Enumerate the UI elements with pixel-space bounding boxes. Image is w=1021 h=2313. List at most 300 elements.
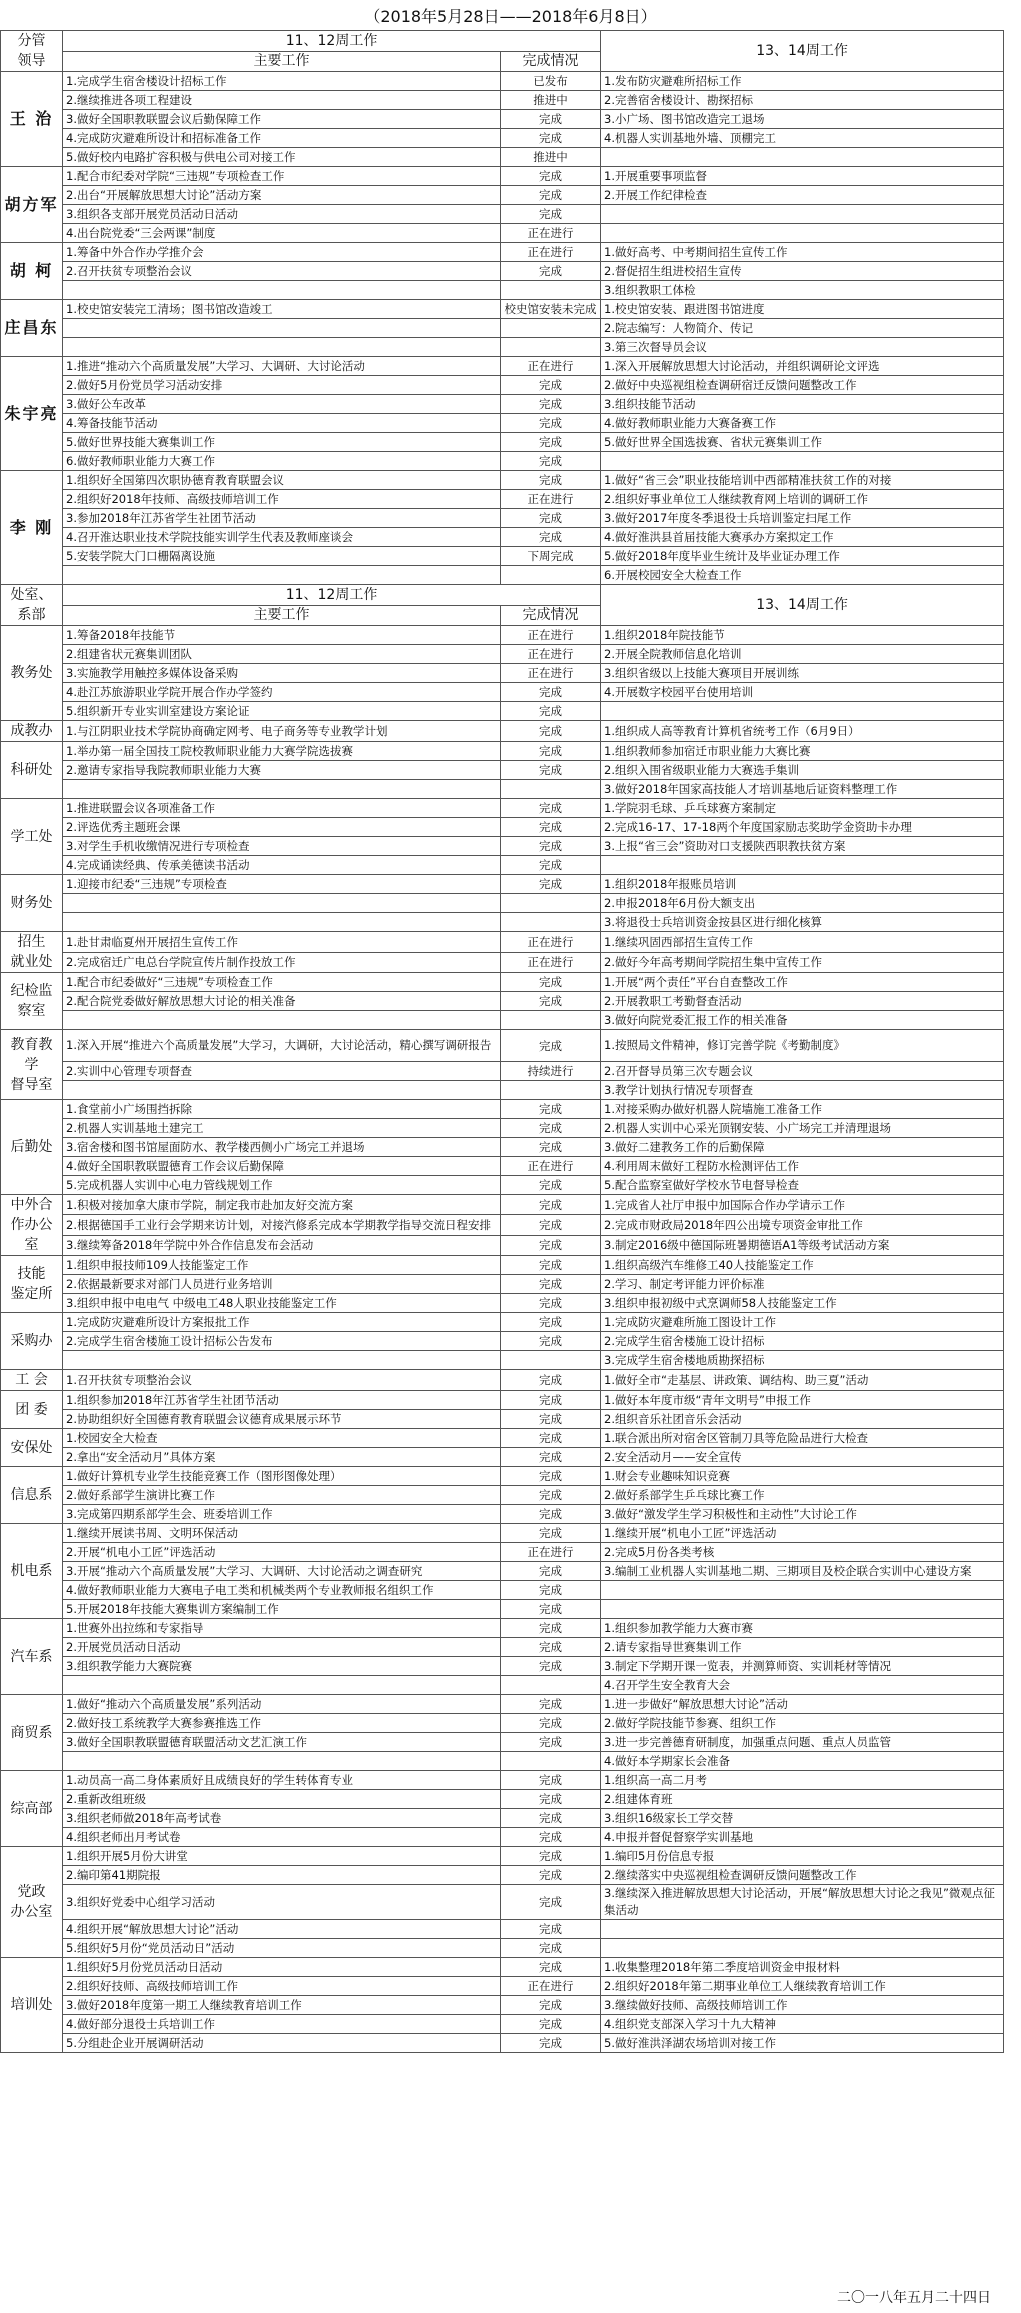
current-work-cell: 2.根据德国手工业行会学期来访计划，对接汽修系完成本学期教学指导交流日程安排 xyxy=(63,1215,501,1235)
next-work-cell xyxy=(601,452,1004,471)
status-cell: 完成 xyxy=(501,1176,601,1195)
current-work-cell xyxy=(63,894,501,913)
current-work-cell: 2.做好5月份党员学习活动安排 xyxy=(63,376,501,395)
status-cell: 完成 xyxy=(501,1524,601,1543)
current-work-cell xyxy=(63,1752,501,1771)
status-cell: 完成 xyxy=(501,1562,601,1581)
status-cell: 完成 xyxy=(501,1030,601,1062)
status-cell: 完成 xyxy=(501,992,601,1011)
table-row xyxy=(1,664,1004,683)
current-work-cell: 1.校史馆安装完工清场；图书馆改造竣工 xyxy=(63,300,501,319)
next-work-cell: 3.组织16级家长工学交替 xyxy=(601,1809,1004,1828)
group-name: 财务处 xyxy=(1,875,63,932)
next-work-cell: 1.组织高级汽车维修工40人技能鉴定工作 xyxy=(601,1256,1004,1275)
current-work-cell: 2.组织好技师、高级技师培训工作 xyxy=(63,1977,501,1996)
next-work-cell xyxy=(601,224,1004,243)
current-work-cell: 2.依据最新要求对部门人员进行业务培训 xyxy=(63,1275,501,1294)
current-work-cell xyxy=(63,1351,501,1370)
table-row xyxy=(1,818,1004,837)
status-cell: 正在进行 xyxy=(501,664,601,683)
next-work-cell: 3.做好向院党委汇报工作的相关准备 xyxy=(601,1011,1004,1030)
next-work-cell: 6.开展校园安全大检查工作 xyxy=(601,566,1004,585)
footer-date: 二〇一八年五月二十四日 xyxy=(837,2290,991,2306)
table-row xyxy=(1,645,1004,664)
table-row xyxy=(1,1958,1004,1977)
next-work-cell: 2.组建体育班 xyxy=(601,1790,1004,1809)
group-name: 机电系 xyxy=(1,1524,63,1619)
group-name: 教务处 xyxy=(1,626,63,721)
current-work-cell: 5.完成机器人实训中心电力管线规划工作 xyxy=(63,1176,501,1195)
table-row xyxy=(1,148,1004,167)
next-work-cell xyxy=(601,1920,1004,1939)
status-cell: 完成 xyxy=(501,1920,601,1939)
next-work-cell: 2.完善宿舍楼设计、勘探招标 xyxy=(601,91,1004,110)
table-row xyxy=(1,1524,1004,1543)
current-work-cell: 6.做好教师职业能力大赛工作 xyxy=(63,452,501,471)
table-row xyxy=(1,992,1004,1011)
status-cell: 完成 xyxy=(501,1733,601,1752)
status-cell xyxy=(501,894,601,913)
next-work-cell: 3.组织申报初级中式烹调师58人技能鉴定工作 xyxy=(601,1294,1004,1313)
status-cell: 完成 xyxy=(501,262,601,281)
status-cell: 完成 xyxy=(501,452,601,471)
status-cell: 完成 xyxy=(501,1256,601,1275)
current-work-cell xyxy=(63,566,501,585)
status-cell: 持续进行 xyxy=(501,1062,601,1081)
status-cell: 完成 xyxy=(501,509,601,528)
table-row xyxy=(1,1920,1004,1939)
table-row xyxy=(1,1195,1004,1215)
section-header-row xyxy=(1,585,1004,606)
group-name: 党政 办公室 xyxy=(1,1847,63,1958)
table-row xyxy=(1,1100,1004,1119)
table-row xyxy=(1,1771,1004,1790)
status-cell: 完成 xyxy=(501,1486,601,1505)
status-cell: 完成 xyxy=(501,1939,601,1958)
status-cell: 完成 xyxy=(501,1695,601,1714)
next-work-cell: 1.完成防灾避难所施工图设计工作 xyxy=(601,1313,1004,1332)
next-work-cell: 1.联合派出所对宿舍区管制刀具等危险品进行大检查 xyxy=(601,1429,1004,1448)
status-cell: 完成 xyxy=(501,875,601,894)
table-row xyxy=(1,1486,1004,1505)
next-work-cell: 3.继续深入推进解放思想大讨论活动，开展“解放思想大讨论之我见”微观点征集活动 xyxy=(601,1885,1004,1920)
status-cell: 正在进行 xyxy=(501,1543,601,1562)
group-name: 工 会 xyxy=(1,1370,63,1391)
table-row xyxy=(1,395,1004,414)
status-cell xyxy=(501,281,601,300)
next-work-cell: 1.校史馆安装、跟进图书馆进度 xyxy=(601,300,1004,319)
table-row xyxy=(1,1062,1004,1081)
next-work-cell: 1.继续开展“机电小工匠”评选活动 xyxy=(601,1524,1004,1543)
table-row xyxy=(1,300,1004,319)
table-row xyxy=(1,414,1004,433)
status-cell: 完成 xyxy=(501,110,601,129)
table-row xyxy=(1,1847,1004,1866)
table-row xyxy=(1,1275,1004,1294)
next-work-cell: 1.深入开展解放思想大讨论活动，并组织调研论文评选 xyxy=(601,357,1004,376)
table-row xyxy=(1,1256,1004,1275)
table-row xyxy=(1,72,1004,91)
table-row xyxy=(1,566,1004,585)
current-work-cell: 1.校园安全大检查 xyxy=(63,1429,501,1448)
status-cell: 推进中 xyxy=(501,91,601,110)
next-work-cell: 1.组织成人高等教育计算机省统考工作（6月9日） xyxy=(601,721,1004,742)
status-cell xyxy=(501,338,601,357)
group-name: 王 治 xyxy=(1,72,63,167)
table-row xyxy=(1,1809,1004,1828)
current-work-cell: 4.出台院党委“三会两课”制度 xyxy=(63,224,501,243)
current-work-cell: 2.出台“开展解放思想大讨论”活动方案 xyxy=(63,186,501,205)
next-work-cell: 1.组织2018年报账员培训 xyxy=(601,875,1004,894)
table-row xyxy=(1,799,1004,818)
table-row xyxy=(1,452,1004,471)
group-name: 信息系 xyxy=(1,1467,63,1524)
status-cell: 完成 xyxy=(501,129,601,148)
status-cell: 完成 xyxy=(501,433,601,452)
current-work-cell: 4.做好全国职教联盟德育工作会议后勤保障 xyxy=(63,1157,501,1176)
status-cell: 完成 xyxy=(501,1100,601,1119)
current-work-cell: 1.举办第一届全国技工院校教师职业能力大赛学院选拔赛 xyxy=(63,742,501,761)
next-work-cell: 2.开展工作纪律检查 xyxy=(601,186,1004,205)
status-cell: 完成 xyxy=(501,1195,601,1215)
status-cell: 完成 xyxy=(501,1771,601,1790)
table-row xyxy=(1,243,1004,262)
table-row xyxy=(1,1505,1004,1524)
next-work-cell: 2.开展教职工考勤督查活动 xyxy=(601,992,1004,1011)
next-work-cell: 2.完成16-17、17-18两个年度国家励志奖助学金资助卡办理 xyxy=(601,818,1004,837)
group-name: 培训处 xyxy=(1,1958,63,2053)
status-cell: 正在进行 xyxy=(501,932,601,953)
status-cell: 完成 xyxy=(501,2015,601,2034)
status-cell: 完成 xyxy=(501,702,601,721)
status-cell xyxy=(501,1752,601,1771)
table-row xyxy=(1,1391,1004,1410)
next-work-cell: 1.学院羽毛球、乒乓球赛方案制定 xyxy=(601,799,1004,818)
status-cell: 完成 xyxy=(501,1313,601,1332)
status-cell: 正在进行 xyxy=(501,490,601,509)
group-name: 科研处 xyxy=(1,742,63,799)
next-work-cell xyxy=(601,702,1004,721)
next-work-cell xyxy=(601,1600,1004,1619)
table-row xyxy=(1,1714,1004,1733)
next-work-cell: 2.继续落实中央巡视组检查调研反馈问题整改工作 xyxy=(601,1866,1004,1885)
next-work-cell: 3.做好2018年国家高技能人才培训基地后证资料整理工作 xyxy=(601,780,1004,799)
current-work-cell: 1.组织好全国第四次职协德育教育联盟会议 xyxy=(63,471,501,490)
current-work-cell: 1.组织好5月份党员活动日活动 xyxy=(63,1958,501,1977)
next-work-cell: 2.做好学院技能节参赛、组织工作 xyxy=(601,1714,1004,1733)
table-row xyxy=(1,338,1004,357)
status-cell xyxy=(501,1011,601,1030)
current-work-cell xyxy=(63,338,501,357)
next-work-cell: 4.开展数字校园平台使用培训 xyxy=(601,683,1004,702)
next-work-cell: 1.进一步做好“解放思想大讨论”活动 xyxy=(601,1695,1004,1714)
next-work-cell: 3.将退役士兵培训资金按县区进行细化核算 xyxy=(601,913,1004,932)
header-status: 完成情况 xyxy=(501,605,601,626)
next-work-cell: 3.完成学生宿舍楼地质勘探招标 xyxy=(601,1351,1004,1370)
status-cell: 完成 xyxy=(501,1790,601,1809)
status-cell: 完成 xyxy=(501,1657,601,1676)
status-cell: 正在进行 xyxy=(501,1157,601,1176)
next-work-cell: 1.组织高一高二月考 xyxy=(601,1771,1004,1790)
current-work-cell xyxy=(63,780,501,799)
current-work-cell xyxy=(63,913,501,932)
next-work-cell: 3.继续做好技师、高级技师培训工作 xyxy=(601,1996,1004,2015)
current-work-cell: 2.评选优秀主题班会课 xyxy=(63,818,501,837)
current-work-cell: 3.实施教学用触控多媒体设备采购 xyxy=(63,664,501,683)
status-cell: 已发布 xyxy=(501,72,601,91)
current-work-cell: 3.完成第四期系部学生会、班委培训工作 xyxy=(63,1505,501,1524)
status-cell: 完成 xyxy=(501,856,601,875)
table-row xyxy=(1,721,1004,742)
next-work-cell: 1.编印5月份信息专报 xyxy=(601,1847,1004,1866)
status-cell: 完成 xyxy=(501,1996,601,2015)
current-work-cell: 3.继续筹备2018年学院中外合作信息发布会活动 xyxy=(63,1235,501,1255)
table-row xyxy=(1,1619,1004,1638)
current-work-cell: 1.组织申报技师109人技能鉴定工作 xyxy=(63,1256,501,1275)
table-row xyxy=(1,1977,1004,1996)
current-work-cell: 4.筹备技能节活动 xyxy=(63,414,501,433)
current-work-cell: 4.完成诵读经典、传承美德读书活动 xyxy=(63,856,501,875)
current-work-cell: 2.完成宿迁广电总台学院宣传片制作投放工作 xyxy=(63,952,501,973)
next-work-cell xyxy=(601,1581,1004,1600)
current-work-cell: 3.对学生手机收缴情况进行专项检查 xyxy=(63,837,501,856)
status-cell: 完成 xyxy=(501,1809,601,1828)
group-name: 学工处 xyxy=(1,799,63,875)
header-period-current: 11、12周工作 xyxy=(63,31,601,52)
next-work-cell: 4.利用周末做好工程防水检测评估工作 xyxy=(601,1157,1004,1176)
table-row xyxy=(1,376,1004,395)
current-work-cell xyxy=(63,1011,501,1030)
table-row xyxy=(1,1011,1004,1030)
table-row xyxy=(1,1294,1004,1313)
next-work-cell: 3.组织教职工体检 xyxy=(601,281,1004,300)
next-work-cell xyxy=(601,205,1004,224)
next-work-cell: 3.教学计划执行情况专项督查 xyxy=(601,1081,1004,1100)
current-work-cell: 3.组织各支部开展党员活动日活动 xyxy=(63,205,501,224)
next-work-cell: 1.继续巩固西部招生宣传工作 xyxy=(601,932,1004,953)
table-row xyxy=(1,952,1004,973)
next-work-cell: 2.督促招生组进校招生宣传 xyxy=(601,262,1004,281)
table-row xyxy=(1,2034,1004,2053)
next-work-cell: 2.请专家指导世赛集训工作 xyxy=(601,1638,1004,1657)
current-work-cell: 2.做好系部学生演讲比赛工作 xyxy=(63,1486,501,1505)
table-row xyxy=(1,1235,1004,1255)
status-cell: 完成 xyxy=(501,528,601,547)
table-row xyxy=(1,1215,1004,1235)
status-cell: 完成 xyxy=(501,1138,601,1157)
table-row xyxy=(1,1429,1004,1448)
table-row xyxy=(1,1351,1004,1370)
next-work-cell: 4.机器人实训基地外墙、顶棚完工 xyxy=(601,129,1004,148)
next-work-cell: 1.组织参加教学能力大赛市赛 xyxy=(601,1619,1004,1638)
status-cell: 完成 xyxy=(501,1958,601,1977)
header-col1-label: 分管 领导 xyxy=(1,31,63,72)
group-name: 李 刚 xyxy=(1,471,63,585)
group-name: 后勤处 xyxy=(1,1100,63,1195)
status-cell: 完成 xyxy=(501,414,601,433)
header-col1-label: 处室、 系部 xyxy=(1,585,63,626)
group-name: 安保处 xyxy=(1,1429,63,1467)
next-work-cell: 5.做好2018年度毕业生统计及毕业证办理工作 xyxy=(601,547,1004,566)
status-cell: 完成 xyxy=(501,205,601,224)
current-work-cell: 5.开展2018年技能大赛集训方案编制工作 xyxy=(63,1600,501,1619)
table-row xyxy=(1,1562,1004,1581)
current-work-cell xyxy=(63,281,501,300)
status-cell: 完成 xyxy=(501,167,601,186)
next-work-cell: 2.院志编写：人物简介、传记 xyxy=(601,319,1004,338)
status-cell: 正在进行 xyxy=(501,357,601,376)
table-row xyxy=(1,1467,1004,1486)
current-work-cell: 4.完成防灾避难所设计和招标准备工作 xyxy=(63,129,501,148)
next-work-cell: 1.组织教师参加宿迁市职业能力大赛比赛 xyxy=(601,742,1004,761)
table-row xyxy=(1,433,1004,452)
current-work-cell: 1.推进联盟会议各项准备工作 xyxy=(63,799,501,818)
current-work-cell: 3.参加2018年江苏省学生社团节活动 xyxy=(63,509,501,528)
next-work-cell: 3.上报“省三会”资助对口支援陕西职教扶贫方案 xyxy=(601,837,1004,856)
next-work-cell: 4.做好淮洪县首届技能大赛承办方案拟定工作 xyxy=(601,528,1004,547)
section-header-row xyxy=(1,31,1004,52)
current-work-cell: 5.分组赴企业开展调研活动 xyxy=(63,2034,501,2053)
next-work-cell: 3.做好“激发学生学习积极性和主动性”大讨论工作 xyxy=(601,1505,1004,1524)
current-work-cell: 3.组织好党委中心组学习活动 xyxy=(63,1885,501,1920)
next-work-cell: 1.做好全市“走基层、讲政策、调结构、助三夏”活动 xyxy=(601,1370,1004,1391)
table-row xyxy=(1,1885,1004,1920)
next-work-cell: 2.做好中央巡视组检查调研宿迁反馈问题整改工作 xyxy=(601,376,1004,395)
current-work-cell: 3.做好全国职教联盟会议后勤保障工作 xyxy=(63,110,501,129)
table-row xyxy=(1,1313,1004,1332)
status-cell: 完成 xyxy=(501,1391,601,1410)
current-work-cell: 2.重新改组班级 xyxy=(63,1790,501,1809)
schedule-table xyxy=(0,30,1004,2053)
table-row xyxy=(1,1543,1004,1562)
next-work-cell: 1.收集整理2018年第二季度培训资金申报材料 xyxy=(601,1958,1004,1977)
table-row xyxy=(1,973,1004,992)
next-work-cell: 3.组织技能节活动 xyxy=(601,395,1004,414)
next-work-cell: 1.组织2018年院技能节 xyxy=(601,626,1004,645)
next-work-cell: 2.安全活动月——安全宣传 xyxy=(601,1448,1004,1467)
current-work-cell: 4.做好部分退役士兵培训工作 xyxy=(63,2015,501,2034)
status-cell xyxy=(501,1351,601,1370)
current-work-cell: 4.组织老师出月考试卷 xyxy=(63,1828,501,1847)
current-work-cell: 1.与江阴职业技术学院协商确定网考、电子商务等专业教学计划 xyxy=(63,721,501,742)
table-row xyxy=(1,1119,1004,1138)
table-row xyxy=(1,224,1004,243)
status-cell: 完成 xyxy=(501,1410,601,1429)
table-row xyxy=(1,1790,1004,1809)
table-row xyxy=(1,683,1004,702)
status-cell: 完成 xyxy=(501,1885,601,1920)
next-work-cell: 5.做好世界全国选拔赛、省状元赛集训工作 xyxy=(601,433,1004,452)
current-work-cell: 3.开展“推动六个高质量发展”大学习、大调研、大讨论活动之调查研究 xyxy=(63,1562,501,1581)
next-work-cell: 2.申报2018年6月份大额支出 xyxy=(601,894,1004,913)
current-work-cell: 1.深入开展“推进六个高质量发展”大学习，大调研，大讨论活动，精心撰写调研报告 xyxy=(63,1030,501,1062)
table-row xyxy=(1,761,1004,780)
next-work-cell: 3.第三次督导员会议 xyxy=(601,338,1004,357)
table-row xyxy=(1,186,1004,205)
table-row xyxy=(1,167,1004,186)
table-row xyxy=(1,509,1004,528)
status-cell: 完成 xyxy=(501,1119,601,1138)
current-work-cell: 3.做好2018年度第一期工人继续教育培训工作 xyxy=(63,1996,501,2015)
table-row xyxy=(1,913,1004,932)
table-row xyxy=(1,1695,1004,1714)
table-row xyxy=(1,1676,1004,1695)
next-work-cell: 3.编制工业机器人实训基地二期、三期项目及校企联合实训中心建设方案 xyxy=(601,1562,1004,1581)
next-work-cell: 2.机器人实训中心采光顶钢安装、小广场完工并清理退场 xyxy=(601,1119,1004,1138)
table-row xyxy=(1,1996,1004,2015)
current-work-cell: 3.做好公车改革 xyxy=(63,395,501,414)
current-work-cell: 1.组织参加2018年江苏省学生社团节活动 xyxy=(63,1391,501,1410)
status-cell xyxy=(501,780,601,799)
header-main-work: 主要工作 xyxy=(63,51,501,72)
status-cell: 完成 xyxy=(501,376,601,395)
table-row xyxy=(1,281,1004,300)
group-name: 招生 就业处 xyxy=(1,932,63,973)
status-cell: 完成 xyxy=(501,1638,601,1657)
group-name: 商贸系 xyxy=(1,1695,63,1771)
group-name: 采购办 xyxy=(1,1313,63,1370)
next-work-cell: 3.做好二建教务工作的后勤保障 xyxy=(601,1138,1004,1157)
next-work-cell: 2.开展全院教师信息化培训 xyxy=(601,645,1004,664)
status-cell: 完成 xyxy=(501,2034,601,2053)
table-row xyxy=(1,319,1004,338)
header-status: 完成情况 xyxy=(501,51,601,72)
next-work-cell xyxy=(601,856,1004,875)
status-cell: 完成 xyxy=(501,1600,601,1619)
next-work-cell: 1.开展“两个责任”平台自查整改工作 xyxy=(601,973,1004,992)
next-work-cell: 3.组织省级以上技能大赛项目开展训练 xyxy=(601,664,1004,683)
current-work-cell: 1.赴甘肃临夏州开展招生宣传工作 xyxy=(63,932,501,953)
next-work-cell: 1.完成省人社厅申报中加国际合作办学请示工作 xyxy=(601,1195,1004,1215)
status-cell: 完成 xyxy=(501,1714,601,1733)
group-name: 技能 鉴定所 xyxy=(1,1256,63,1313)
status-cell xyxy=(501,913,601,932)
current-work-cell: 1.迎接市纪委“三违规”专项检查 xyxy=(63,875,501,894)
next-work-cell xyxy=(601,148,1004,167)
next-work-cell: 2.做好系部学生乒乓球比赛工作 xyxy=(601,1486,1004,1505)
status-cell: 完成 xyxy=(501,761,601,780)
current-work-cell: 2.组建省状元赛集训团队 xyxy=(63,645,501,664)
table-row xyxy=(1,1370,1004,1391)
next-work-cell: 4.做好本学期家长会准备 xyxy=(601,1752,1004,1771)
current-work-cell: 1.积极对接加拿大康市学院，制定我市赴加友好交流方案 xyxy=(63,1195,501,1215)
table-row xyxy=(1,875,1004,894)
next-work-cell: 1.发布防灾避难所招标工作 xyxy=(601,72,1004,91)
next-work-cell: 4.组织党支部深入学习十九大精神 xyxy=(601,2015,1004,2034)
current-work-cell: 2.拿出“安全活动月”具体方案 xyxy=(63,1448,501,1467)
current-work-cell: 5.组织好5月份“党员活动日”活动 xyxy=(63,1939,501,1958)
table-row xyxy=(1,1138,1004,1157)
current-work-cell: 5.做好世界技能大赛集训工作 xyxy=(63,433,501,452)
table-row xyxy=(1,894,1004,913)
table-row xyxy=(1,2015,1004,2034)
current-work-cell: 4.赴江苏旅游职业学院开展合作办学签约 xyxy=(63,683,501,702)
next-work-cell: 2.完成市财政局2018年四公出境专项资金审批工作 xyxy=(601,1215,1004,1235)
table-row xyxy=(1,262,1004,281)
current-work-cell: 3.组织老师做2018年高考试卷 xyxy=(63,1809,501,1828)
table-row xyxy=(1,490,1004,509)
next-work-cell: 4.召开学生安全教育大会 xyxy=(601,1676,1004,1695)
status-cell: 完成 xyxy=(501,818,601,837)
current-work-cell: 3.组织教学能力大赛院赛 xyxy=(63,1657,501,1676)
current-work-cell: 1.做好计算机专业学生技能竞赛工作（图形图像处理） xyxy=(63,1467,501,1486)
table-row xyxy=(1,528,1004,547)
current-work-cell: 1.完成学生宿舍楼设计招标工作 xyxy=(63,72,501,91)
current-work-cell: 1.配合市纪委对学院“三违规”专项检查工作 xyxy=(63,167,501,186)
table-row xyxy=(1,1828,1004,1847)
status-cell: 完成 xyxy=(501,721,601,742)
current-work-cell: 2.组织好2018年技师、高级技师培训工作 xyxy=(63,490,501,509)
